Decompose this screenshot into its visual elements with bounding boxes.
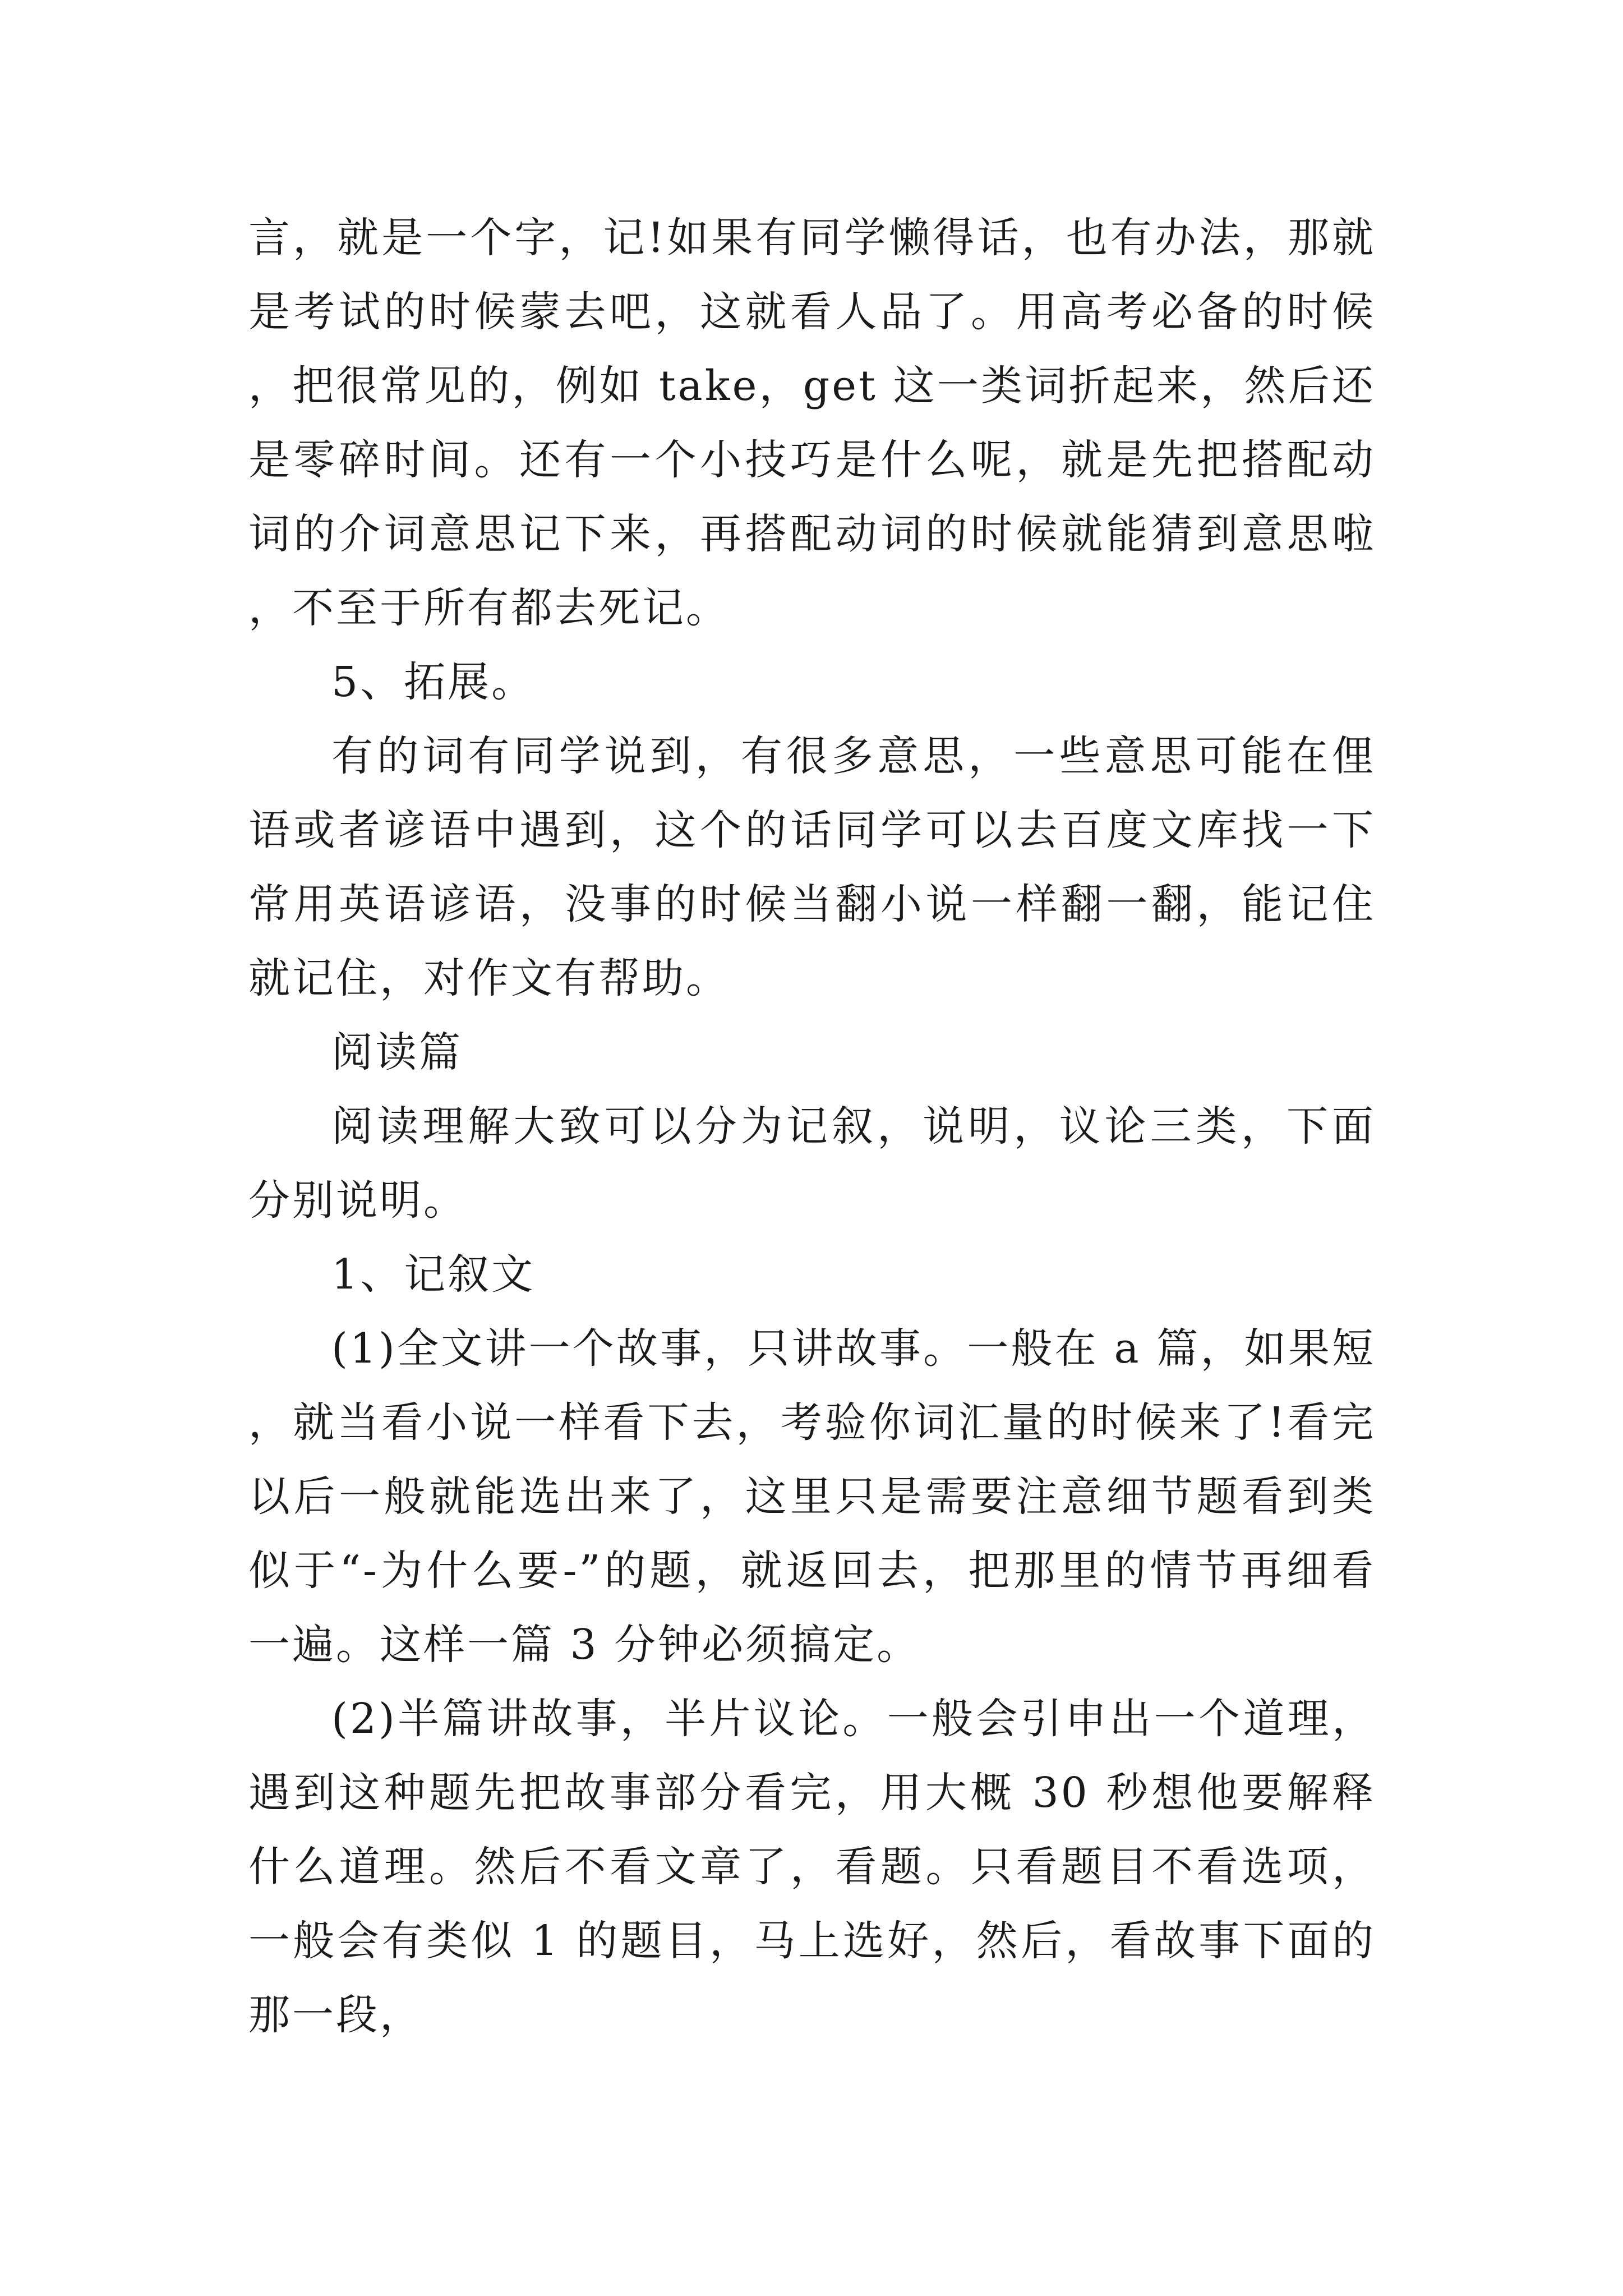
paragraph-narrative-2: (2)半篇讲故事，半片议论。一般会引申出一个道理，遇到这种题先把故事部分看完，用大概 30 秒想他要解释什么道理。然后不看文章了，看题。只看题目不看选项，一般会有类似 1 的题目，马上选好，然后，看故事下面的那一段， <box>248 1695 1376 2039</box>
heading-expansion: 5、拓展。 <box>331 658 536 706</box>
paragraph-vocab-tips-continued: 言，就是一个字，记!如果有同学懒得话，也有办法，那就是考试的时候蒙去吧，这就看人品了。用高考必备的时候，把很常见的，例如 take，get 这一类词折起来，然后还是零碎时间。还有一个小技巧是什么呢，就是先把搭配动词的介词意思记下来，再搭配动词的时候就能猜到意思啦，不至于所有都去死记。 <box>248 214 1376 632</box>
heading-narrative: 1、记叙文 <box>331 1250 536 1299</box>
paragraph-reading-intro: 阅读理解大致可以分为记叙，说明，议论三类，下面分别说明。 <box>248 1102 1376 1225</box>
document-body <box>248 201 1376 2052</box>
paragraph-expansion: 有的词有同学说到，有很多意思，一些意思可能在俚语或者谚语中遇到，这个的话同学可以去百度文库找一下常用英语谚语，没事的时候当翻小说一样翻一翻，能记住就记住，对作文有帮助。 <box>248 732 1376 1002</box>
paragraph-narrative-1: (1)全文讲一个故事，只讲故事。一般在 a 篇，如果短，就当看小说一样看下去，考验你词汇量的时候来了!看完以后一般就能选出来了，这里只是需要注意细节题看到类似于“-为什么要-”的题，就返回去，把那里的情节再细看一遍。这样一篇 3 分钟必须搞定。 <box>248 1324 1376 1669</box>
section-title-reading: 阅读篇 <box>331 1028 463 1076</box>
